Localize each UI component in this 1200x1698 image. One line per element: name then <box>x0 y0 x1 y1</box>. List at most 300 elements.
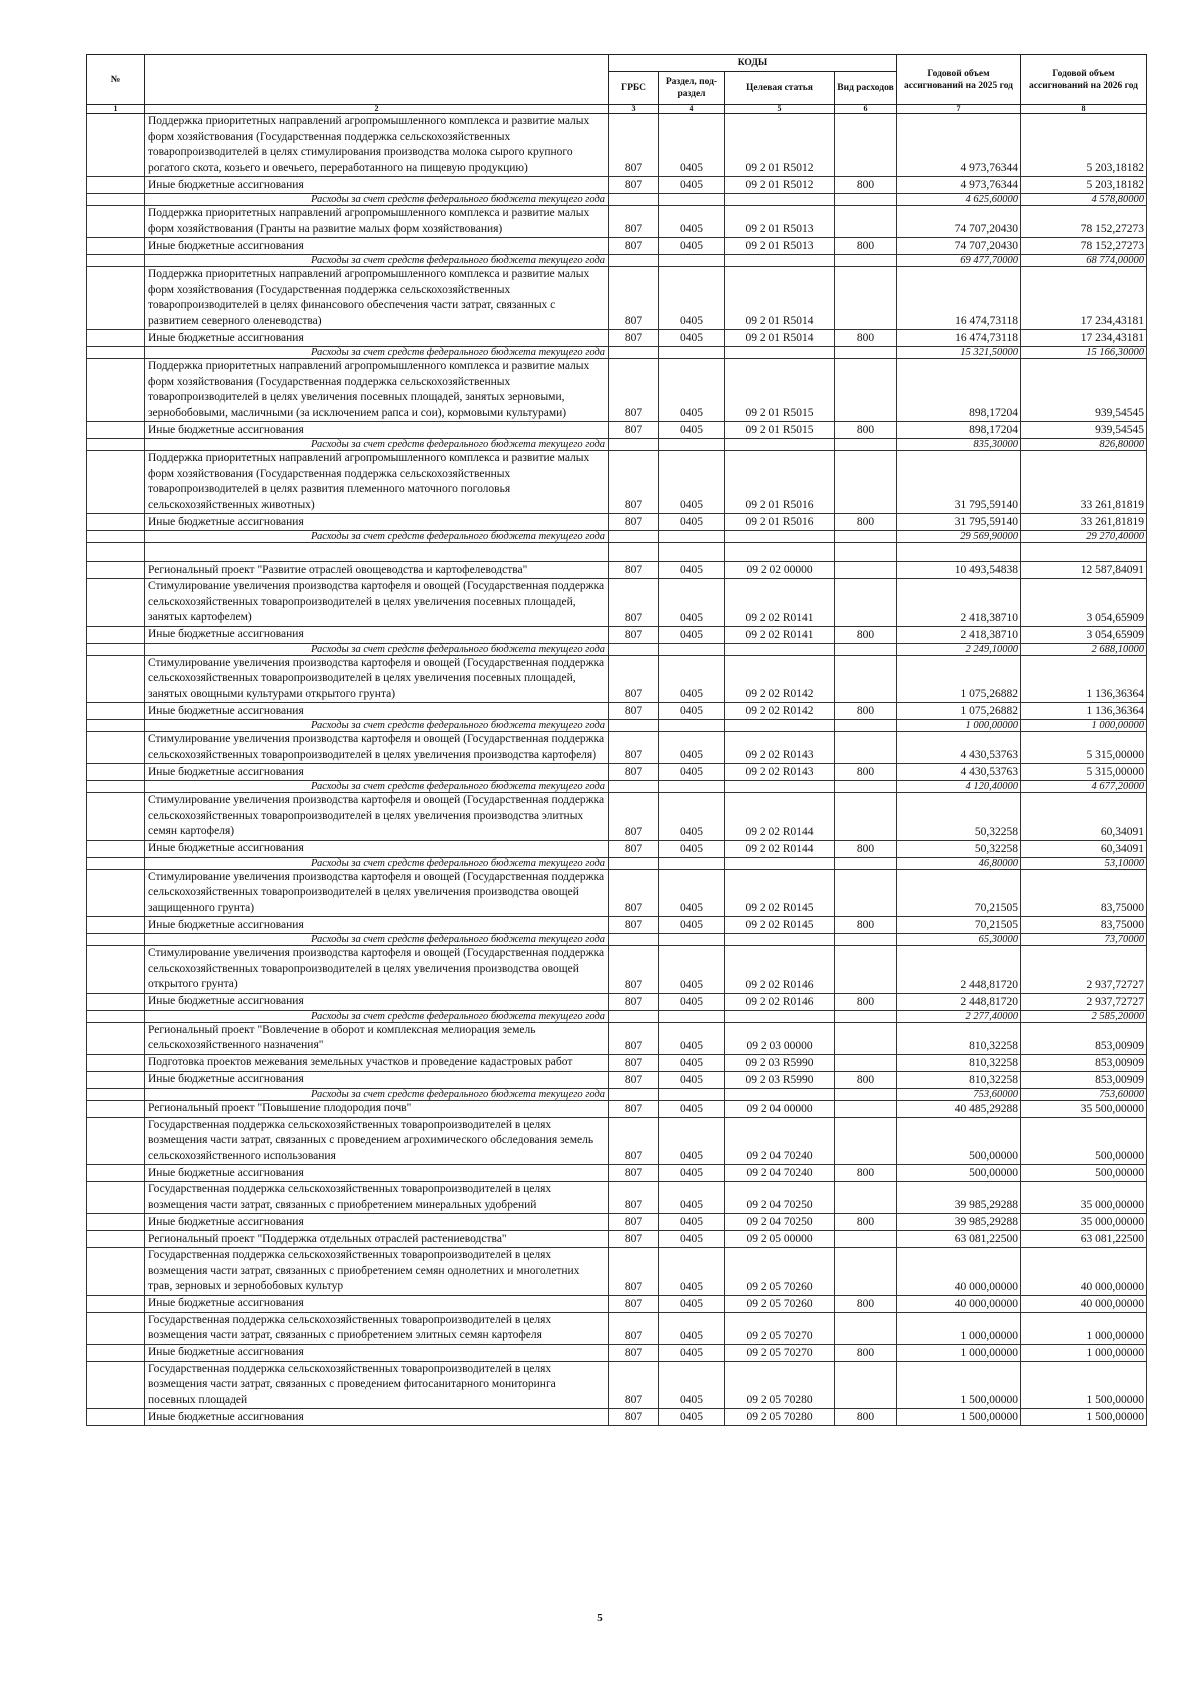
cell-grbs <box>609 347 659 359</box>
cell-razdel: 0405 <box>659 267 725 330</box>
cell-name: Региональный проект "Повышение плодородия почв" <box>145 1100 609 1117</box>
cell-y2025: 1 500,00000 <box>897 1361 1021 1409</box>
cell-cs: 09 2 02 R0142 <box>725 655 835 703</box>
federal-budget-row <box>87 781 1147 793</box>
cell-razdel: 0405 <box>659 514 725 531</box>
cell-y2026: 35 500,00000 <box>1021 1100 1147 1117</box>
cell-razdel: 0405 <box>659 114 725 177</box>
cell-y2025: 835,30000 <box>897 439 1021 451</box>
cell-razdel: 0405 <box>659 1071 725 1088</box>
table-row <box>87 703 1147 720</box>
cell-y2026: 753,60000 <box>1021 1088 1147 1100</box>
table-row <box>87 177 1147 194</box>
cell-grbs <box>609 439 659 451</box>
cell-grbs: 807 <box>609 1409 659 1426</box>
cell-y2026: 1 500,00000 <box>1021 1409 1147 1426</box>
cell-cs: 09 2 01 R5015 <box>725 359 835 422</box>
table-body <box>87 114 1147 1426</box>
cell-y2025: 50,32258 <box>897 793 1021 841</box>
cell-grbs: 807 <box>609 1231 659 1248</box>
cell-y2025: 4 625,60000 <box>897 194 1021 206</box>
cell-grbs: 807 <box>609 359 659 422</box>
cell-num <box>87 1165 145 1182</box>
cell-name: Расходы за счет средств федерального бюджета текущего года <box>145 643 609 655</box>
cell-razdel: 0405 <box>659 1231 725 1248</box>
header-year-2025: Годовой объем ассигнований на 2025 год <box>897 55 1021 105</box>
cell-cs: 09 2 01 R5013 <box>725 238 835 255</box>
cell-vid: 800 <box>835 1165 897 1182</box>
cell-y2025: 39 985,29288 <box>897 1182 1021 1214</box>
cell-name: Стимулирование увеличения производства картофеля и овощей (Государственная поддержка сельскохозяйственных товаропроизводителей в целях увеличения производства элитных семян картофеля) <box>145 793 609 841</box>
cell-name: Расходы за счет средств федерального бюджета текущего года <box>145 531 609 543</box>
cell-cs: 09 2 05 70270 <box>725 1312 835 1344</box>
table-row <box>87 238 1147 255</box>
cell-cs: 09 2 05 00000 <box>725 1231 835 1248</box>
federal-budget-row <box>87 255 1147 267</box>
cell-y2026: 5 315,00000 <box>1021 732 1147 764</box>
cell-cs: 09 2 01 R5012 <box>725 177 835 194</box>
cell-razdel: 0405 <box>659 764 725 781</box>
cell-num <box>87 626 145 643</box>
cell-cs: 09 2 03 R5990 <box>725 1071 835 1088</box>
cell-cs <box>725 934 835 946</box>
cell-name: Иные бюджетные ассигнования <box>145 1165 609 1182</box>
cell-razdel: 0405 <box>659 1182 725 1214</box>
cell-num <box>87 793 145 841</box>
cell-vid <box>835 1117 897 1165</box>
cell-name: Стимулирование увеличения производства картофеля и овощей (Государственная поддержка сельскохозяйственных товаропроизводителей в целях увеличения посевных площадей, занятых картофелем) <box>145 579 609 627</box>
cell-razdel: 0405 <box>659 1344 725 1361</box>
cell-razdel <box>659 857 725 869</box>
cell-y2026: 1 000,00000 <box>1021 720 1147 732</box>
cell-y2026: 33 261,81819 <box>1021 514 1147 531</box>
cell-vid: 800 <box>835 1409 897 1426</box>
cell-grbs: 807 <box>609 238 659 255</box>
table-row <box>87 869 1147 917</box>
cell-y2026: 939,54545 <box>1021 422 1147 439</box>
cell-grbs <box>609 543 659 562</box>
cell-y2025: 10 493,54838 <box>897 562 1021 579</box>
cell-vid <box>835 114 897 177</box>
cell-num <box>87 720 145 732</box>
cell-grbs: 807 <box>609 869 659 917</box>
cell-name: Иные бюджетные ассигнования <box>145 840 609 857</box>
cell-name: Расходы за счет средств федерального бюджета текущего года <box>145 255 609 267</box>
cell-vid <box>835 194 897 206</box>
cell-grbs: 807 <box>609 1165 659 1182</box>
cell-name: Иные бюджетные ассигнования <box>145 1214 609 1231</box>
cell-cs: 09 2 01 R5016 <box>725 514 835 531</box>
cell-razdel: 0405 <box>659 1054 725 1071</box>
cell-y2025: 29 569,90000 <box>897 531 1021 543</box>
cell-y2026: 1 136,36364 <box>1021 703 1147 720</box>
cell-name: Региональный проект "Поддержка отдельных отраслей растениеводства" <box>145 1231 609 1248</box>
cell-num <box>87 451 145 514</box>
cell-y2026: 17 234,43181 <box>1021 267 1147 330</box>
header-expense-type: Вид расходов <box>835 72 897 105</box>
table-row <box>87 1312 1147 1344</box>
cell-y2025: 2 418,38710 <box>897 626 1021 643</box>
cell-cs <box>725 720 835 732</box>
cell-y2025: 40 000,00000 <box>897 1295 1021 1312</box>
cell-num <box>87 562 145 579</box>
header-codes: КОДЫ <box>609 55 897 72</box>
cell-razdel: 0405 <box>659 562 725 579</box>
cell-cs: 09 2 04 00000 <box>725 1100 835 1117</box>
federal-budget-row <box>87 720 1147 732</box>
cell-name: Иные бюджетные ассигнования <box>145 993 609 1010</box>
cell-name: Государственная поддержка сельскохозяйственных товаропроизводителей в целях возмещения части затрат, связанных с приобретением семян однолетних и многолетних трав, зерновых и зернобобовых культур <box>145 1248 609 1296</box>
federal-budget-row <box>87 857 1147 869</box>
cell-grbs <box>609 194 659 206</box>
cell-y2026: 826,80000 <box>1021 439 1147 451</box>
cell-name: Расходы за счет средств федерального бюджета текущего года <box>145 934 609 946</box>
cell-grbs: 807 <box>609 579 659 627</box>
cell-grbs <box>609 857 659 869</box>
cell-razdel: 0405 <box>659 579 725 627</box>
cell-cs: 09 2 04 70250 <box>725 1182 835 1214</box>
cell-num <box>87 781 145 793</box>
cell-grbs <box>609 643 659 655</box>
cell-y2026: 4 578,80000 <box>1021 194 1147 206</box>
cell-razdel <box>659 531 725 543</box>
cell-vid <box>835 720 897 732</box>
cell-y2025: 65,30000 <box>897 934 1021 946</box>
colnum-4: 4 <box>659 105 725 114</box>
cell-grbs: 807 <box>609 206 659 238</box>
cell-vid <box>835 1010 897 1022</box>
colnum-2: 2 <box>145 105 609 114</box>
table-row <box>87 917 1147 934</box>
cell-grbs: 807 <box>609 1248 659 1296</box>
cell-num <box>87 1088 145 1100</box>
cell-name: Поддержка приоритетных направлений агропромышленного комплекса и развитие малых форм хозяйствования (Гранты на развитие малых форм хозяйствования) <box>145 206 609 238</box>
cell-num <box>87 1231 145 1248</box>
cell-name: Расходы за счет средств федерального бюджета текущего года <box>145 720 609 732</box>
cell-cs: 09 2 03 00000 <box>725 1022 835 1054</box>
cell-y2025: 40 485,29288 <box>897 1100 1021 1117</box>
cell-y2026: 4 677,20000 <box>1021 781 1147 793</box>
cell-vid: 800 <box>835 840 897 857</box>
cell-razdel: 0405 <box>659 626 725 643</box>
cell-num <box>87 946 145 994</box>
cell-vid: 800 <box>835 917 897 934</box>
table-row <box>87 1409 1147 1426</box>
table-header <box>87 55 1147 114</box>
cell-num <box>87 1100 145 1117</box>
federal-budget-row <box>87 347 1147 359</box>
cell-cs <box>725 781 835 793</box>
cell-cs: 09 2 01 R5014 <box>725 330 835 347</box>
cell-cs: 09 2 02 R0141 <box>725 579 835 627</box>
cell-razdel: 0405 <box>659 1312 725 1344</box>
header-column-numbers <box>87 105 1147 114</box>
cell-name: Расходы за счет средств федерального бюджета текущего года <box>145 857 609 869</box>
cell-name: Региональный проект "Развитие отраслей овощеводства и картофелеводства" <box>145 562 609 579</box>
cell-y2026: 12 587,84091 <box>1021 562 1147 579</box>
budget-table <box>86 54 1147 1426</box>
cell-y2025: 500,00000 <box>897 1117 1021 1165</box>
cell-name: Иные бюджетные ассигнования <box>145 1344 609 1361</box>
cell-vid <box>835 1054 897 1071</box>
cell-grbs <box>609 1088 659 1100</box>
cell-y2026: 3 054,65909 <box>1021 579 1147 627</box>
cell-razdel: 0405 <box>659 1409 725 1426</box>
cell-y2026: 1 000,00000 <box>1021 1312 1147 1344</box>
cell-y2026: 60,34091 <box>1021 840 1147 857</box>
table-row <box>87 267 1147 330</box>
cell-grbs: 807 <box>609 114 659 177</box>
cell-y2025: 1 075,26882 <box>897 655 1021 703</box>
cell-num <box>87 1361 145 1409</box>
federal-budget-row <box>87 1010 1147 1022</box>
cell-grbs <box>609 1010 659 1022</box>
cell-name: Иные бюджетные ассигнования <box>145 1071 609 1088</box>
cell-y2025: 16 474,73118 <box>897 330 1021 347</box>
cell-y2026: 2 688,10000 <box>1021 643 1147 655</box>
cell-cs: 09 2 03 R5990 <box>725 1054 835 1071</box>
cell-razdel <box>659 439 725 451</box>
table-row <box>87 1344 1147 1361</box>
cell-vid <box>835 732 897 764</box>
table-row <box>87 764 1147 781</box>
cell-y2026: 500,00000 <box>1021 1117 1147 1165</box>
cell-y2026: 35 000,00000 <box>1021 1182 1147 1214</box>
cell-name: Иные бюджетные ассигнования <box>145 1295 609 1312</box>
cell-name: Государственная поддержка сельскохозяйственных товаропроизводителей в целях возмещения части затрат, связанных с проведением фитосанитарного мониторинга посевных площадей <box>145 1361 609 1409</box>
cell-num <box>87 1409 145 1426</box>
table-row <box>87 206 1147 238</box>
cell-y2026: 68 774,00000 <box>1021 255 1147 267</box>
cell-razdel: 0405 <box>659 1295 725 1312</box>
cell-grbs: 807 <box>609 1344 659 1361</box>
cell-num <box>87 255 145 267</box>
cell-name: Подготовка проектов межевания земельных участков и проведение кадастровых работ <box>145 1054 609 1071</box>
cell-vid <box>835 869 897 917</box>
cell-cs: 09 2 02 R0143 <box>725 764 835 781</box>
table-row <box>87 793 1147 841</box>
cell-y2025: 2 249,10000 <box>897 643 1021 655</box>
table-row <box>87 1231 1147 1248</box>
cell-num <box>87 993 145 1010</box>
cell-num <box>87 238 145 255</box>
cell-name: Стимулирование увеличения производства картофеля и овощей (Государственная поддержка сельскохозяйственных товаропроизводителей в целях увеличения производства овощей защищенного грунта) <box>145 869 609 917</box>
table-row <box>87 1100 1147 1117</box>
cell-y2026: 500,00000 <box>1021 1165 1147 1182</box>
cell-num <box>87 1182 145 1214</box>
cell-razdel <box>659 1010 725 1022</box>
cell-cs: 09 2 04 70250 <box>725 1214 835 1231</box>
cell-num <box>87 857 145 869</box>
cell-name: Иные бюджетные ассигнования <box>145 330 609 347</box>
cell-y2025: 1 000,00000 <box>897 1344 1021 1361</box>
cell-name: Расходы за счет средств федерального бюджета текущего года <box>145 781 609 793</box>
cell-razdel: 0405 <box>659 793 725 841</box>
table-row <box>87 1022 1147 1054</box>
cell-grbs: 807 <box>609 946 659 994</box>
cell-vid: 800 <box>835 626 897 643</box>
cell-y2025: 40 000,00000 <box>897 1248 1021 1296</box>
federal-budget-row <box>87 934 1147 946</box>
cell-cs: 09 2 02 R0141 <box>725 626 835 643</box>
cell-vid <box>835 255 897 267</box>
cell-y2026: 17 234,43181 <box>1021 330 1147 347</box>
cell-grbs: 807 <box>609 793 659 841</box>
table-row <box>87 1071 1147 1088</box>
cell-y2026: 2 585,20000 <box>1021 1010 1147 1022</box>
colnum-5: 5 <box>725 105 835 114</box>
federal-budget-row <box>87 194 1147 206</box>
cell-name: Поддержка приоритетных направлений агропромышленного комплекса и развитие малых форм хозяйствования (Государственная поддержка сельскохозяйственных товаропроизводителей в целях развития племенного маточного поголовья сельскохозяйственных животных) <box>145 451 609 514</box>
cell-grbs: 807 <box>609 177 659 194</box>
cell-y2026: 853,00909 <box>1021 1071 1147 1088</box>
cell-vid: 800 <box>835 422 897 439</box>
cell-y2025: 31 795,59140 <box>897 451 1021 514</box>
cell-cs: 09 2 01 R5014 <box>725 267 835 330</box>
cell-vid: 800 <box>835 1214 897 1231</box>
cell-razdel: 0405 <box>659 703 725 720</box>
cell-vid <box>835 946 897 994</box>
cell-y2026: 853,00909 <box>1021 1022 1147 1054</box>
cell-grbs: 807 <box>609 1054 659 1071</box>
cell-name: Расходы за счет средств федерального бюджета текущего года <box>145 1088 609 1100</box>
table-row <box>87 1165 1147 1182</box>
cell-vid <box>835 1248 897 1296</box>
cell-vid <box>835 579 897 627</box>
cell-y2026: 33 261,81819 <box>1021 451 1147 514</box>
cell-razdel: 0405 <box>659 869 725 917</box>
cell-cs: 09 2 05 70260 <box>725 1248 835 1296</box>
cell-y2025: 50,32258 <box>897 840 1021 857</box>
cell-razdel: 0405 <box>659 840 725 857</box>
cell-vid <box>835 1088 897 1100</box>
cell-y2025: 69 477,70000 <box>897 255 1021 267</box>
cell-y2025: 4 430,53763 <box>897 764 1021 781</box>
cell-num <box>87 1054 145 1071</box>
table-row <box>87 1117 1147 1165</box>
cell-name: Иные бюджетные ассигнования <box>145 764 609 781</box>
cell-name: Иные бюджетные ассигнования <box>145 703 609 720</box>
cell-y2025: 898,17204 <box>897 422 1021 439</box>
cell-y2026: 83,75000 <box>1021 869 1147 917</box>
cell-name: Государственная поддержка сельскохозяйственных товаропроизводителей в целях возмещения части затрат, связанных с проведением агрохимического обследования земель сельскохозяйственного использования <box>145 1117 609 1165</box>
cell-num <box>87 194 145 206</box>
cell-grbs: 807 <box>609 764 659 781</box>
cell-num <box>87 764 145 781</box>
cell-name <box>145 543 609 562</box>
cell-razdel <box>659 255 725 267</box>
cell-y2025: 1 000,00000 <box>897 1312 1021 1344</box>
cell-razdel: 0405 <box>659 422 725 439</box>
cell-cs: 09 2 01 R5015 <box>725 422 835 439</box>
colnum-1: 1 <box>87 105 145 114</box>
cell-name: Поддержка приоритетных направлений агропромышленного комплекса и развитие малых форм хозяйствования (Государственная поддержка сельскохозяйственных товаропроизводителей в целях стимулирования производства молока сырого крупного рогатого скота, козьего и овечьего, переработанного на пищевую продукцию) <box>145 114 609 177</box>
cell-num <box>87 177 145 194</box>
cell-vid: 800 <box>835 177 897 194</box>
cell-razdel: 0405 <box>659 1361 725 1409</box>
cell-num <box>87 422 145 439</box>
cell-y2026: 60,34091 <box>1021 793 1147 841</box>
cell-vid: 800 <box>835 1295 897 1312</box>
cell-razdel <box>659 934 725 946</box>
cell-grbs: 807 <box>609 422 659 439</box>
cell-y2026: 939,54545 <box>1021 359 1147 422</box>
cell-grbs: 807 <box>609 1100 659 1117</box>
cell-cs: 09 2 02 R0143 <box>725 732 835 764</box>
table-row <box>87 330 1147 347</box>
cell-y2025: 2 277,40000 <box>897 1010 1021 1022</box>
table-row <box>87 946 1147 994</box>
cell-name: Поддержка приоритетных направлений агропромышленного комплекса и развитие малых форм хозяйствования (Государственная поддержка сельскохозяйственных товаропроизводителей в целях финансового обеспечения части затрат, связанных с развитием северного оленеводства) <box>145 267 609 330</box>
cell-vid <box>835 1182 897 1214</box>
cell-num <box>87 1022 145 1054</box>
table-row <box>87 732 1147 764</box>
cell-vid <box>835 439 897 451</box>
cell-name: Иные бюджетные ассигнования <box>145 626 609 643</box>
table-row <box>87 514 1147 531</box>
cell-name: Государственная поддержка сельскохозяйственных товаропроизводителей в целях возмещения части затрат, связанных с приобретением минеральных удобрений <box>145 1182 609 1214</box>
cell-grbs: 807 <box>609 626 659 643</box>
table-row <box>87 451 1147 514</box>
cell-y2026: 3 054,65909 <box>1021 626 1147 643</box>
cell-y2025: 15 321,50000 <box>897 347 1021 359</box>
federal-budget-row <box>87 1088 1147 1100</box>
cell-razdel: 0405 <box>659 1117 725 1165</box>
table-row <box>87 1248 1147 1296</box>
cell-vid: 800 <box>835 514 897 531</box>
cell-num <box>87 347 145 359</box>
cell-name: Иные бюджетные ассигнования <box>145 422 609 439</box>
cell-num <box>87 514 145 531</box>
table-row <box>87 1182 1147 1214</box>
cell-y2025: 4 120,40000 <box>897 781 1021 793</box>
header-razdel: Раздел, под-раздел <box>659 72 725 105</box>
cell-grbs: 807 <box>609 514 659 531</box>
colnum-8: 8 <box>1021 105 1147 114</box>
cell-grbs: 807 <box>609 993 659 1010</box>
cell-vid <box>835 781 897 793</box>
cell-cs: 09 2 05 70270 <box>725 1344 835 1361</box>
cell-y2025: 2 418,38710 <box>897 579 1021 627</box>
cell-y2026: 40 000,00000 <box>1021 1248 1147 1296</box>
table-row <box>87 422 1147 439</box>
cell-cs: 09 2 04 70240 <box>725 1165 835 1182</box>
cell-y2025: 63 081,22500 <box>897 1231 1021 1248</box>
cell-cs: 09 2 05 70260 <box>725 1295 835 1312</box>
cell-razdel: 0405 <box>659 330 725 347</box>
cell-y2026: 5 315,00000 <box>1021 764 1147 781</box>
cell-y2025: 1 000,00000 <box>897 720 1021 732</box>
table-row <box>87 1295 1147 1312</box>
cell-y2025: 39 985,29288 <box>897 1214 1021 1231</box>
cell-y2026: 35 000,00000 <box>1021 1214 1147 1231</box>
cell-grbs: 807 <box>609 1022 659 1054</box>
cell-y2026: 63 081,22500 <box>1021 1231 1147 1248</box>
cell-cs: 09 2 02 R0144 <box>725 840 835 857</box>
cell-num <box>87 934 145 946</box>
page-number: 5 <box>597 1612 603 1624</box>
cell-razdel: 0405 <box>659 1165 725 1182</box>
cell-y2026: 2 937,72727 <box>1021 993 1147 1010</box>
cell-razdel: 0405 <box>659 206 725 238</box>
cell-cs: 09 2 04 70240 <box>725 1117 835 1165</box>
cell-razdel: 0405 <box>659 177 725 194</box>
cell-razdel: 0405 <box>659 946 725 994</box>
cell-vid <box>835 451 897 514</box>
cell-razdel: 0405 <box>659 917 725 934</box>
cell-num <box>87 543 145 562</box>
cell-razdel <box>659 194 725 206</box>
